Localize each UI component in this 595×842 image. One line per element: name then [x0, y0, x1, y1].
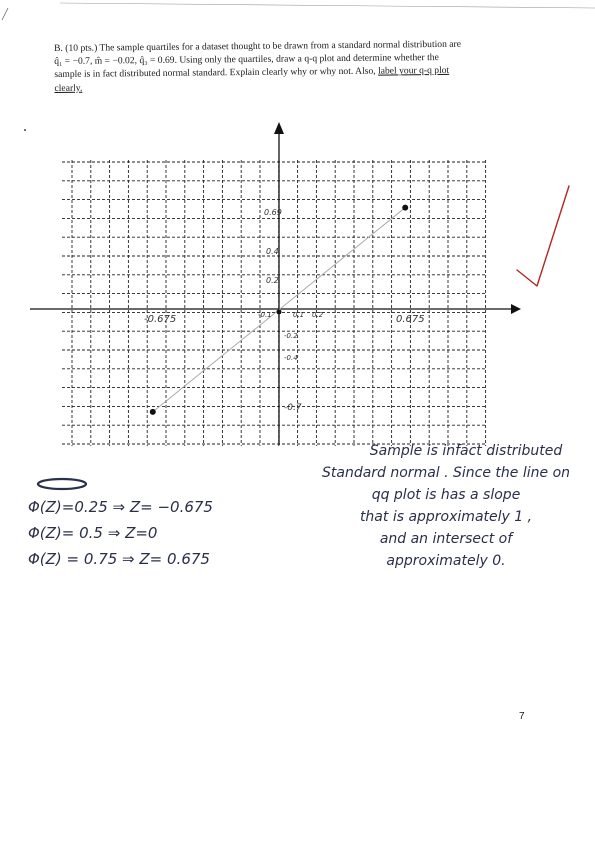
question-line-3: sample is in fact distributed normal standard. Explain clearly why or why not. Also, label your q-q plot	[54, 65, 450, 81]
y-label-04: 0.4	[266, 247, 279, 256]
explanation-line-5: and an intersect of	[379, 531, 513, 547]
handwritten-work	[28, 476, 213, 572]
explanation-line-6: approximately 0.	[386, 553, 506, 569]
y-label-02: 0.2	[266, 276, 279, 285]
explanation-line-2: Standard normal . Since the line on	[321, 465, 571, 481]
x-label-02: 0.2	[312, 311, 324, 319]
explanation-line-4: that is approximately 1 ,	[359, 509, 533, 525]
x-label-01: 0.1	[293, 311, 305, 319]
qq-point	[277, 309, 282, 314]
page-edge-line	[60, 3, 595, 8]
y-axis-arrow	[274, 122, 284, 134]
work-line-2: Φ(Z)= 0.5 ⇒ Z=0	[28, 524, 158, 542]
handwritten-explanation	[296, 440, 595, 572]
y-label-neg-04: -0.4	[284, 354, 298, 362]
qq-point	[402, 205, 408, 211]
question-line-2: q̂₁ = −0.7, m̂ = −0.02, q̂₃ = 0.69. Using only the quartiles, draw a q-q plot and determine whether the	[54, 52, 439, 68]
question-underlined-instruction: label your q-q plot	[378, 65, 450, 78]
explanation-line-3: qq plot is has a slope	[371, 487, 521, 503]
grader-checkmark	[517, 186, 569, 286]
y-label-neg-07: -0.7	[284, 403, 302, 413]
work-line-1: Φ(Z)=0.25 ⇒ Z= −0.675	[28, 498, 213, 516]
explanation-line-1: Sample is infact distributed	[369, 443, 563, 459]
page-number: 7	[519, 711, 525, 722]
work-line-3: Φ(Z) = 0.75 ⇒ Z= 0.675	[28, 550, 210, 568]
graph-grid	[62, 160, 486, 446]
question-line-1: B. (10 pts.) The sample quartiles for a dataset thought to be drawn from a standard normal distribution are	[54, 38, 462, 54]
x-axis-arrow	[511, 304, 521, 314]
x-label-neg-0675: -0.675	[144, 314, 177, 325]
y-label-neg-02: -0.2	[284, 332, 298, 340]
x-label-neg-01: -0.1	[258, 311, 272, 319]
corner-mark	[2, 8, 8, 20]
qq-point	[150, 409, 156, 415]
x-label-0675: 0.675	[396, 314, 425, 325]
y-label-069: 0.69	[264, 208, 282, 217]
stray-dot	[24, 129, 26, 131]
question-line-4: clearly.	[54, 82, 83, 94]
